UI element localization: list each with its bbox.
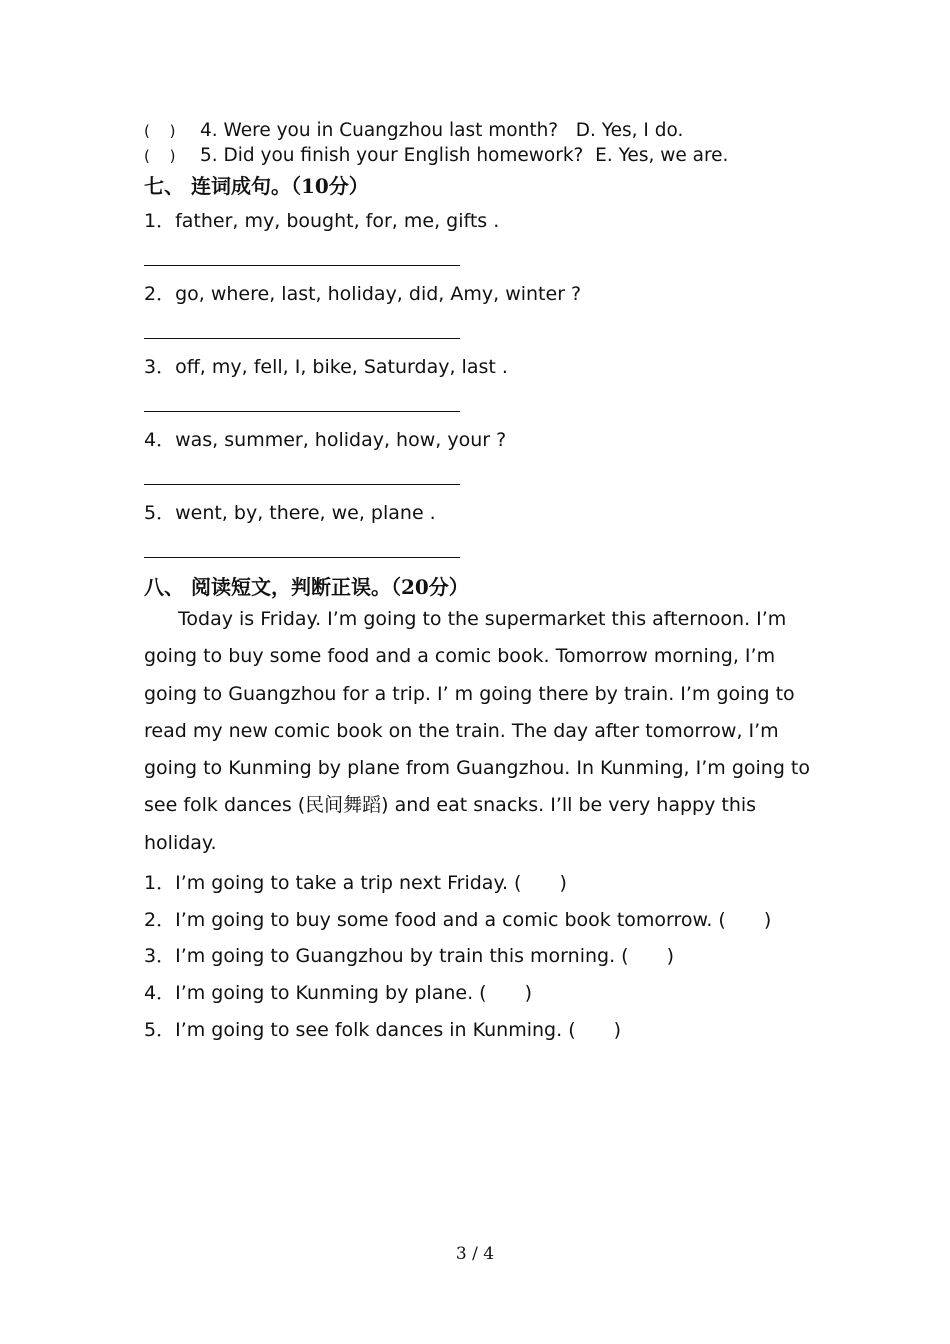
sentence-item: 5．went, by, there, we, plane . — [144, 502, 436, 524]
judgement-item: 5．I’m going to see folk dances in Kunming. ( ) — [144, 1019, 622, 1041]
match-question: 5. Did you finish your English homework? — [200, 145, 584, 166]
judgement-item: 3．I’m going to Guangzhou by train this morning. ( ) — [144, 945, 674, 967]
sentence-item: 1．father, my, bought, for, me, gifts . — [144, 210, 500, 232]
answer-line[interactable] — [144, 338, 460, 339]
answer-line[interactable] — [144, 265, 460, 266]
match-answer: D. Yes, I do. — [575, 120, 684, 141]
judgement-item: 1．I’m going to take a trip next Friday. ( ) — [144, 872, 567, 894]
section-8-heading: 八、 阅读短文，判断正误。（20分） — [144, 575, 469, 599]
answer-line[interactable] — [144, 411, 460, 412]
sentence-item: 3．off, my, fell, I, bike, Saturday, last . — [144, 356, 508, 378]
page-number: 3 / 4 — [455, 1244, 495, 1264]
match-row-5 — [144, 145, 728, 166]
section-7-heading: 七、 连词成句。（10分） — [144, 174, 369, 198]
answer-line[interactable] — [144, 557, 460, 558]
sentence-item: 2．go, where, last, holiday, did, Amy, winter ? — [144, 283, 582, 305]
answer-bracket[interactable]: ( ) — [144, 147, 176, 165]
judgement-item: 4．I’m going to Kunming by plane. ( ) — [144, 982, 532, 1004]
answer-bracket[interactable]: ( ) — [144, 122, 176, 140]
sentence-item: 4．was, summer, holiday, how, your ? — [144, 429, 507, 451]
reading-passage — [144, 601, 814, 862]
answer-line[interactable] — [144, 484, 460, 485]
match-row-4 — [144, 120, 683, 141]
match-question: 4. Were you in Cuangzhou last month? — [200, 120, 559, 141]
match-answer: E. Yes, we are. — [595, 145, 729, 166]
passage-text: Today is Friday. I’m going to the supermarket this afternoon. I’m going to buy some food and a comic book. Tomorrow morning, I’m going to Guangzhou for a trip. I’ m going there by train. I’m going to read my new comic book on the train. The day after tomorrow, I’m going to Kunming by plane from Guangzhou. In Kunming, I’m going to see folk dances (民间舞蹈) and eat snacks. I’ll be very happy this holiday. — [144, 608, 810, 854]
judgement-item: 2．I’m going to buy some food and a comic book tomorrow. ( ) — [144, 909, 772, 931]
